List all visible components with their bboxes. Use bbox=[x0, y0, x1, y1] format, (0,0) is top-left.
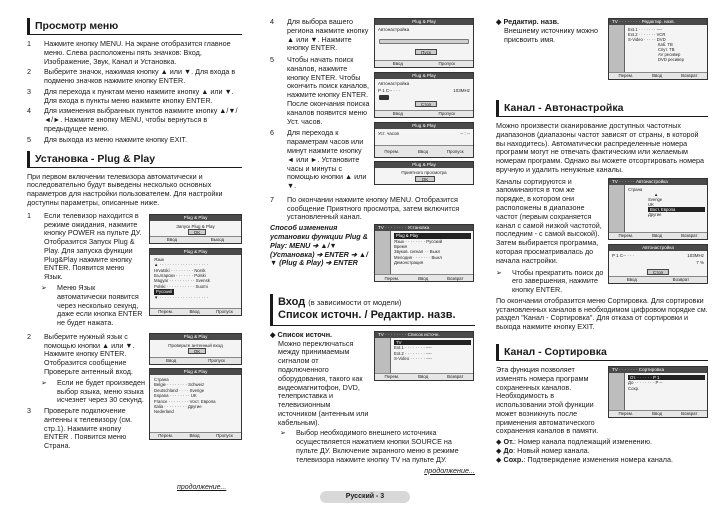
note: ➢ Выбор необходимого внешнего источника осуществляется нажатием кнопки SOURCE на пульте ДУ. Включение экранного меню в режиме телевизора нажмите кнопку TV на пульте ДУ. bbox=[280, 428, 459, 464]
screen-setup: TV · · · · · · · · Установка Plug & Play Язык · · · · · · · · Русский Время Звуков. сигнал · · Выкл Мелодия · · · · · · · Выкл Демонстрация Перем. Ввод Возврат bbox=[374, 224, 474, 282]
screen-autostore-start: Plug & Play Автонастройка Пуск Ввод Пропуск bbox=[374, 18, 474, 68]
screen-check-antenna: Plug & Play Проверьте антенный вход OK Ввод Пропуск bbox=[149, 333, 242, 365]
arrow-icon: ➢ bbox=[41, 282, 48, 292]
step1-row bbox=[27, 212, 242, 330]
list-item: ◆ От.: Номер канала подлежащий изменению. bbox=[496, 437, 652, 447]
autotune-text1: Можно произвести сканирование доступных частотных диапазонов (диапазоны частот зависят от страны, в которой вы находитесь). Автоматически распределенные номера программ могут не отвечать фактическим или желаемым номерам программ. Однако вы можете отсортировать номера вручную и удалить ненужные каналы. bbox=[496, 121, 705, 174]
screen-channel-menu: TV · · · · · · Автонастройка Страна ▲ Sverige UK Вост. Европа Другие Перем. Ввод Возврат bbox=[608, 178, 708, 240]
list-item: 1 Если телевизор находится в режиме ожидания, нажмите кнопку POWER на пульте ДУ. Отобразится Запуск Plug & Play. Для запуска функции Plug&Play нажмите кнопку ENTER. Появится меню Язык. bbox=[27, 210, 142, 282]
howto-row bbox=[270, 224, 475, 282]
autotune-text2: Каналы сортируются и запоминаются в том же порядке, в котором они расположены в диапазоне частот (первым сохраняется канал с самой низкой частотой, последним - с самой высокой). Затем выбирается программа, которая просматривалась до начала настройки. bbox=[496, 176, 602, 265]
autotune-text3: По окончании отобразится меню Сортировка. Для сортировки установленных каналов в необходимом цифровом порядке см. раздел "Канал - Сортировка". Для отказа от сортировки и выхода нажмите кнопку EXIT. bbox=[496, 295, 708, 332]
list-item: 1 Нажмите кнопку MENU. На экране отобразится главное меню. Слева расположены пять значков: Вход, Изображение, Звук, Канал и Установка. bbox=[27, 39, 231, 66]
screen-enjoy: Plug & Play Приятного просмотра OK bbox=[374, 161, 474, 185]
menu-steps bbox=[27, 40, 242, 145]
howto-plugplay: Способ изменения установки функции Plug & Play: MENU ➔ ▲/▼ (Установка) ➔ ENTER ➔ ▲/▼ (Plug & Play) ➔ ENTER bbox=[270, 223, 368, 268]
sort-text: Эта функция позволяет изменять номера программ сохраненных каналов. Необходимость в использовании этой функции может возникнуть после применения автоматического сохранения каналов в памяти. bbox=[496, 364, 599, 436]
screen-edit-name: TV · · · · · · · · Редактир. назв. Ext.1 · · · · · · · ---- Ext.2 · · · · · · · VCR S-Video · · · · · DVD Каб. ТВ Спут. ТВ AV ресивер DVD ресивер Перем. Ввод Возврат bbox=[608, 18, 708, 80]
section-title-plugplay: Установка - Plug & Play bbox=[27, 151, 242, 168]
list-item: 4 Для выбора вашего региона нажмите кнопку ▲ или ▼. Нажмите кнопку ENTER. bbox=[270, 17, 369, 53]
list-item: 4 Для изменения выбранных пунктов нажмите кнопку ▲/▼/◄/►. Нажмите кнопку MENU, чтобы вернуться в предыдущее меню. bbox=[27, 106, 238, 134]
section-title-sort: Канал - Сортировка bbox=[496, 344, 708, 361]
column-2 bbox=[270, 17, 475, 475]
list-item: 3 Для перехода к пунктам меню нажмите кнопку ▲ или ▼. Для входа в пункты меню нажмите кнопку ENTER. bbox=[27, 86, 234, 105]
list-item: ◆ До: Новый номер канала. bbox=[496, 446, 590, 455]
column-1 bbox=[27, 18, 242, 491]
column-3 bbox=[496, 18, 708, 465]
plugplay-intro: При первом включении телевизора автоматически и последовательно будут выведены несколько основных параметров для настройки пользователем. Для настройки доступны параметры, описанные ниже. bbox=[27, 171, 223, 207]
page-number: Русский - 3 bbox=[320, 491, 410, 503]
screen-autostore-stop: Plug & Play Автонастройка P 1 C-- · · · 103MHz Стоп Ввод Пропуск bbox=[374, 72, 474, 118]
screen-clock: Plug & Play Уст. часов -- : -- Перем. Ввод Пропуск bbox=[374, 122, 474, 158]
list-item: 2 Выберите значок, нажимая кнопку ▲ или ▼. Для входа в подменю значков нажмите кнопку ENTER. bbox=[27, 67, 236, 86]
list-item: 6 Для перехода к параметрам часов или минут нажмите кнопку ◄ или ►. Установите часы и минуты с помощью кнопки ▲ или ▼. bbox=[270, 128, 367, 191]
list-item: 5 Для выхода из меню нажмите кнопку EXIT. bbox=[27, 134, 188, 144]
list-item: ◆ Сохр.: Подтверждение изменения номера канала. bbox=[496, 454, 673, 464]
arrow-icon: ➢ bbox=[496, 267, 503, 277]
sort-items bbox=[496, 438, 708, 464]
screen-source-list: TV · · · · · · · · Список источн. TV Ext.1 · · · · · · · · ---- Ext.2 · · · · · · · · ---- S-Video · · · · · · ---- Перем. Ввод Возврат bbox=[374, 331, 474, 381]
note: ➢ Чтобы прекратить поиск до его завершения, нажмите кнопку ENTER. bbox=[496, 267, 604, 295]
list-item: 7 По окончании нажмите кнопку MENU. Отобразится сообщение Приятного просмотра, затем включится установленный канал. bbox=[270, 194, 460, 222]
arrow-icon: ➢ bbox=[280, 428, 287, 438]
step2-row bbox=[27, 333, 242, 453]
list-item: 2 Выберите нужный язык с помощью кнопки ▲ или ▼. Нажмите кнопку ENTER. Отобразится сообщение Проверьте антенный вход. bbox=[27, 331, 135, 376]
screen-sort: TV · · · · · · · Сортировка От. · · · · · · P 1 До · · · · · · · · P -- Сохр. Перем. Ввод Возврат bbox=[608, 366, 708, 418]
list-item: 5 Чтобы начать поиск каналов, нажмите кнопку ENTER. Чтобы окончить поиск каналов, нажмите кнопку ENTER. После окончания поиска каналов появится меню Уст. часов. bbox=[270, 55, 370, 126]
list-item: 3 Проверьте подключение антенны к телевизору (см. стр.1). Нажмите кнопку ENTER . Появится меню Страна. bbox=[27, 406, 133, 451]
steps-4-7 bbox=[270, 18, 475, 193]
source-list-text: Можно переключаться между принимаемым сигналом от подключенного оборудования, такого как видеомагнитофон, DVD, телеприставка и телевизионным источником (антенным или кабельным). bbox=[278, 338, 369, 427]
arrow-icon: ➢ bbox=[41, 377, 48, 387]
edit-name-text: Внешнему источнику можно присвоить имя. bbox=[504, 25, 598, 44]
screen-country: Plug & Play Страна Belgie · · · · · · · · Schweiz Deutschland · · · · Sverige Espana · · · · · · · · UK France · · · · · · · · Vост. Европа Italia · · · · · · · · · Другие Nederland Перем. Ввод Пропуск bbox=[149, 368, 242, 440]
continue-link-2: продолжение... bbox=[424, 465, 475, 475]
note: ➢ Меню Язык автоматически появится через несколько секунд, даже если кнопка ENTER не будет нажата. bbox=[41, 282, 143, 328]
note: ➢ Если не будет произведен выбор языка, меню языка исчезнет через 30 секунд. bbox=[41, 377, 145, 405]
screen-language: Plug & Play Язык ▲ · · · · · · · · · · · · · · · · · · · Hrvatski · · · · · · · · · Norsk Български · · · · · · · Polski Magyar · · · · · · · · · · Svensk Polski · · · · · · · · · · · Suomi Русский ▼ · · · · · · · · · · · · · · · · · · · Перем. Ввод Пропуск bbox=[149, 248, 242, 316]
screen-pp-start: Plug & Play Запуск Plug & Play OK Ввод Выход bbox=[149, 214, 242, 244]
continue-link-1: продолжение... bbox=[177, 484, 227, 491]
screen-autostore-progress: Автонастройка P 1 C-- · · · 103MHz 7 % Стоп Ввод Возврат bbox=[608, 244, 708, 284]
bullet-edit-name: ◆ Редактир. назв. bbox=[496, 17, 560, 26]
section-title-input: Вход (в зависимости от модели) Список источн. / Редактир. назв. bbox=[270, 294, 475, 326]
bullet-source-list: ◆ Список источн. bbox=[270, 329, 333, 339]
section-title-menu: Просмотр меню bbox=[27, 18, 242, 35]
section-title-autotune: Канал - Автонастройка bbox=[496, 100, 708, 117]
